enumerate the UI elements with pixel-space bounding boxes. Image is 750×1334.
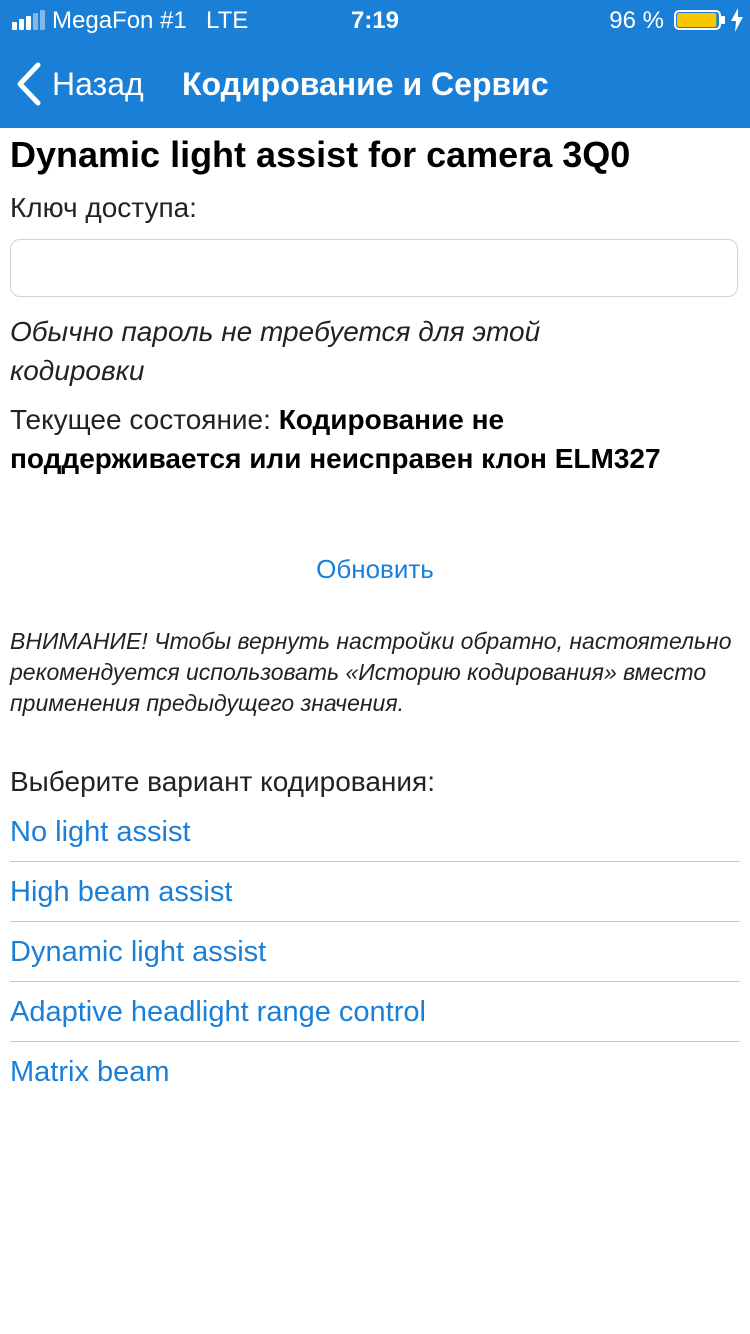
chevron-left-icon [14, 62, 42, 106]
coding-option-matrix-beam[interactable]: Matrix beam [10, 1056, 170, 1088]
network-type: LTE [206, 7, 249, 34]
carrier-name: MegaFon #1 [52, 7, 187, 34]
coding-option-no-light-assist[interactable]: No light assist [10, 802, 740, 862]
coding-option-adaptive-headlight-range-control[interactable]: Adaptive headlight range control [10, 982, 740, 1042]
access-key-input[interactable] [10, 239, 738, 297]
clock: 7:19 [350, 7, 400, 34]
battery-percentage: 96 % [609, 7, 664, 34]
current-state-label: Текущее состояние: [10, 404, 271, 435]
battery-icon [674, 10, 726, 30]
password-hint: Обычно пароль не требуется для этой кодировки [10, 316, 541, 386]
choose-coding-label: Выберите вариант кодирования: [10, 766, 435, 797]
coding-options-list [10, 802, 740, 1102]
current-state [10, 400, 735, 478]
warning-text: ВНИМАНИЕ! Чтобы вернуть настройки обратно, настоятельно рекомендуется использовать «Историю кодирования» вместо применения предыдущего значения. [10, 628, 732, 716]
page-title: Dynamic light assist for camera 3Q0 [10, 134, 631, 175]
access-key-label: Ключ доступа: [10, 192, 197, 223]
back-button[interactable] [14, 60, 144, 108]
refresh-button[interactable]: Обновить [316, 554, 434, 584]
back-label: Назад [52, 65, 144, 102]
current-state-value: Кодирование не поддерживается или неисправен клон ELM327 [10, 404, 661, 474]
navigation-bar [0, 40, 750, 128]
charging-bolt-icon [730, 8, 744, 32]
coding-option-high-beam-assist[interactable]: High beam assist [10, 862, 740, 922]
top-bar [0, 0, 750, 128]
coding-option-dynamic-light-assist[interactable]: Dynamic light assist [10, 922, 740, 982]
nav-title: Кодирование и Сервис [182, 66, 549, 102]
status-bar [0, 0, 750, 40]
